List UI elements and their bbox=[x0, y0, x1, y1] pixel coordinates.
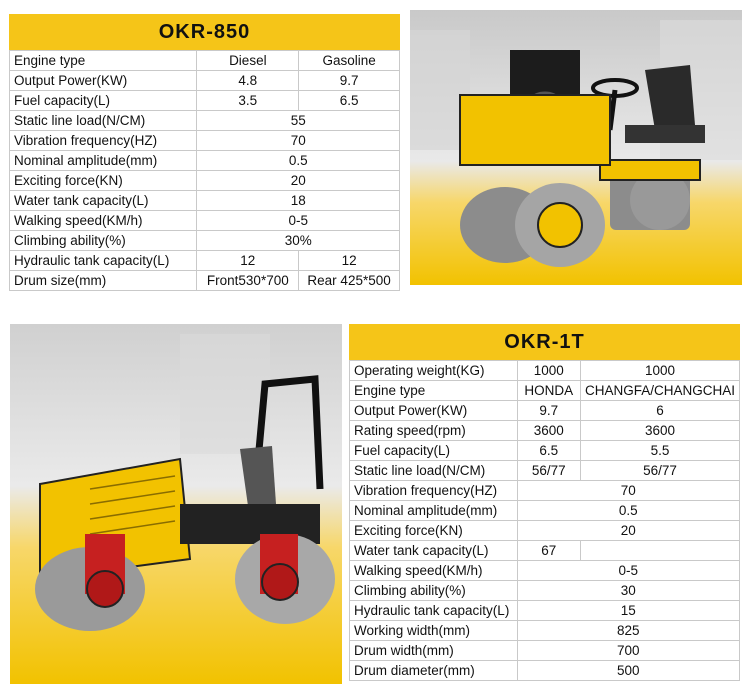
spec-row bbox=[350, 401, 740, 421]
spec-value-a: 56/77 bbox=[517, 461, 580, 481]
spec-value: 700 bbox=[517, 641, 739, 661]
okr-850-roller-photo bbox=[410, 10, 742, 285]
spec-row bbox=[10, 51, 400, 71]
okr1t-title bbox=[349, 324, 740, 360]
spec-value: 20 bbox=[517, 521, 739, 541]
spec-label: Water tank capacity(L) bbox=[350, 541, 518, 561]
spec-label: Output Power(KW) bbox=[350, 401, 518, 421]
spec-value-b: CHANGFA/CHANGCHAI bbox=[580, 381, 739, 401]
spec-value-b: 3600 bbox=[580, 421, 739, 441]
spec-row bbox=[10, 131, 400, 151]
spec-value: 0-5 bbox=[197, 211, 400, 231]
spec-value-a: 12 bbox=[197, 251, 299, 271]
spec-row bbox=[350, 521, 740, 541]
spec-label: Vibration frequency(HZ) bbox=[350, 481, 518, 501]
spec-label: Static line load(N/CM) bbox=[10, 111, 197, 131]
spec-label: Fuel capacity(L) bbox=[10, 91, 197, 111]
spec-row bbox=[350, 461, 740, 481]
spec-label: Drum diameter(mm) bbox=[350, 661, 518, 681]
spec-value-b: Gasoline bbox=[299, 51, 400, 71]
spec-value-b: 6 bbox=[580, 401, 739, 421]
spec-row bbox=[10, 271, 400, 291]
spec-row bbox=[10, 231, 400, 251]
spec-label: Hydraulic tank capacity(L) bbox=[350, 601, 518, 621]
spec-value-b: 12 bbox=[299, 251, 400, 271]
spec-row bbox=[350, 421, 740, 441]
spec-value: 30% bbox=[197, 231, 400, 251]
spec-value-b: 1000 bbox=[580, 361, 739, 381]
spec-row bbox=[350, 661, 740, 681]
spec-value: 15 bbox=[517, 601, 739, 621]
spec-row bbox=[350, 361, 740, 381]
spec-value: 20 bbox=[197, 171, 400, 191]
spec-label: Drum size(mm) bbox=[10, 271, 197, 291]
spec-row bbox=[350, 601, 740, 621]
spec-label: Engine type bbox=[350, 381, 518, 401]
spec-value-a: 3.5 bbox=[197, 91, 299, 111]
spec-row bbox=[350, 441, 740, 461]
spec-value: 825 bbox=[517, 621, 739, 641]
spec-value-a: Diesel bbox=[197, 51, 299, 71]
okr-1t-roller-photo bbox=[10, 324, 342, 684]
spec-label: Drum width(mm) bbox=[350, 641, 518, 661]
spec-label: Hydraulic tank capacity(L) bbox=[10, 251, 197, 271]
spec-value: 0.5 bbox=[517, 501, 739, 521]
okr850-title-text: OKR-850 bbox=[158, 20, 251, 43]
spec-label: Climbing ability(%) bbox=[350, 581, 518, 601]
spec-value-b bbox=[580, 541, 739, 561]
spec-row bbox=[350, 621, 740, 641]
spec-value: 70 bbox=[197, 131, 400, 151]
spec-row bbox=[10, 251, 400, 271]
spec-label: Climbing ability(%) bbox=[10, 231, 197, 251]
okr850-spec-table bbox=[9, 50, 400, 291]
spec-row bbox=[10, 151, 400, 171]
spec-row bbox=[350, 381, 740, 401]
spec-value-a: 4.8 bbox=[197, 71, 299, 91]
okr850-title bbox=[9, 14, 400, 50]
spec-label: Output Power(KW) bbox=[10, 71, 197, 91]
spec-row bbox=[350, 641, 740, 661]
spec-row bbox=[10, 171, 400, 191]
spec-value: 18 bbox=[197, 191, 400, 211]
spec-label: Walking speed(KM/h) bbox=[350, 561, 518, 581]
spec-row bbox=[350, 581, 740, 601]
okr1t-spec-table bbox=[349, 360, 740, 681]
spec-label: Water tank capacity(L) bbox=[10, 191, 197, 211]
spec-label: Walking speed(KM/h) bbox=[10, 211, 197, 231]
spec-value: 30 bbox=[517, 581, 739, 601]
spec-value-b: 5.5 bbox=[580, 441, 739, 461]
spec-value-a: Front530*700 bbox=[197, 271, 299, 291]
okr1t-title-text: OKR-1T bbox=[504, 330, 585, 353]
spec-row bbox=[10, 191, 400, 211]
spec-value-a: 6.5 bbox=[517, 441, 580, 461]
spec-value-a: HONDA bbox=[517, 381, 580, 401]
spec-value-a: 1000 bbox=[517, 361, 580, 381]
spec-value: 0-5 bbox=[517, 561, 739, 581]
spec-label: Engine type bbox=[10, 51, 197, 71]
spec-label: Working width(mm) bbox=[350, 621, 518, 641]
spec-label: Rating speed(rpm) bbox=[350, 421, 518, 441]
spec-value: 55 bbox=[197, 111, 400, 131]
spec-value-a: 9.7 bbox=[517, 401, 580, 421]
spec-value-a: 3600 bbox=[517, 421, 580, 441]
spec-value: 500 bbox=[517, 661, 739, 681]
spec-label: Exciting force(KN) bbox=[10, 171, 197, 191]
spec-value-b: 56/77 bbox=[580, 461, 739, 481]
spec-value-b: 9.7 bbox=[299, 71, 400, 91]
spec-row bbox=[350, 561, 740, 581]
spec-label: Nominal amplitude(mm) bbox=[350, 501, 518, 521]
spec-row bbox=[350, 501, 740, 521]
spec-row bbox=[10, 91, 400, 111]
spec-value: 70 bbox=[517, 481, 739, 501]
spec-label: Exciting force(KN) bbox=[350, 521, 518, 541]
spec-label: Nominal amplitude(mm) bbox=[10, 151, 197, 171]
spec-value-a: 67 bbox=[517, 541, 580, 561]
spec-label: Fuel capacity(L) bbox=[350, 441, 518, 461]
spec-label: Static line load(N/CM) bbox=[350, 461, 518, 481]
spec-label: Operating weight(KG) bbox=[350, 361, 518, 381]
spec-row bbox=[10, 71, 400, 91]
spec-row bbox=[10, 211, 400, 231]
spec-row bbox=[350, 481, 740, 501]
spec-value-b: Rear 425*500 bbox=[299, 271, 400, 291]
spec-label: Vibration frequency(HZ) bbox=[10, 131, 197, 151]
spec-value-b: 6.5 bbox=[299, 91, 400, 111]
spec-row bbox=[350, 541, 740, 561]
spec-row bbox=[10, 111, 400, 131]
spec-value: 0.5 bbox=[197, 151, 400, 171]
